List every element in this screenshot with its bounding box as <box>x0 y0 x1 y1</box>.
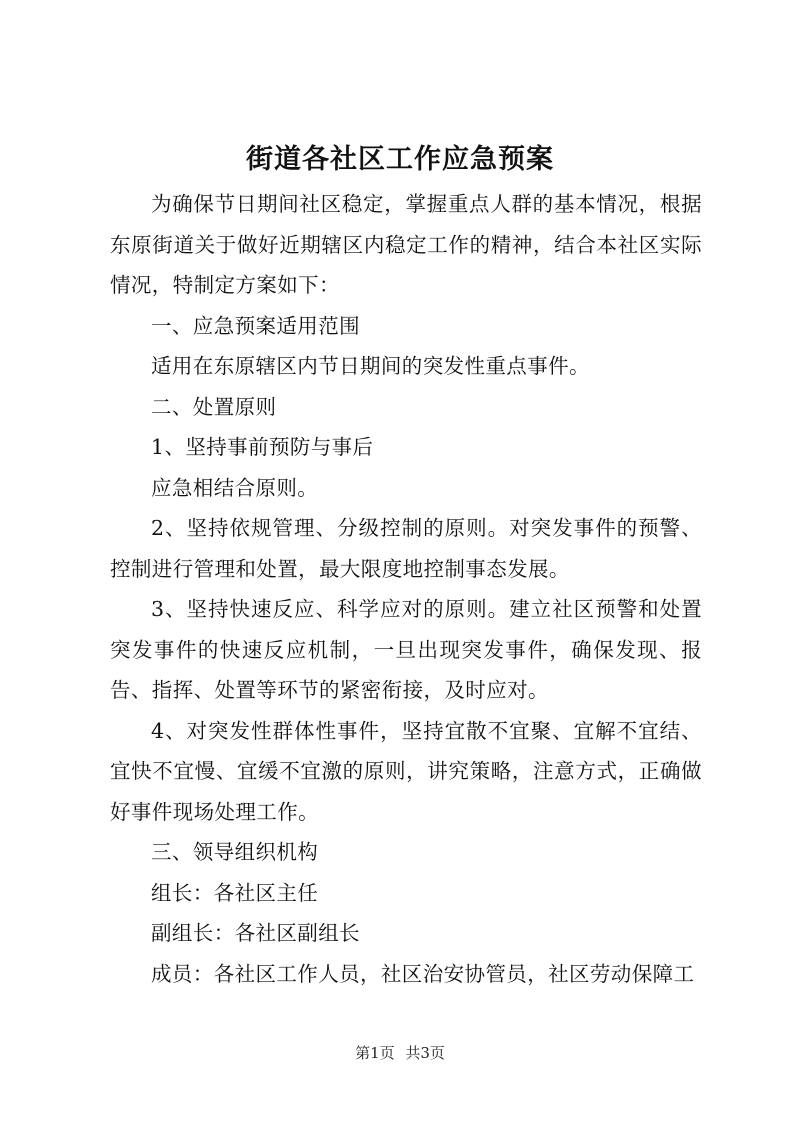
org-members: 成员：各社区工作人员，社区治安协管员，社区劳动保障工 <box>151 961 695 986</box>
document-body <box>110 184 702 994</box>
paragraph-intro: 为确保节日期间社区稳定，掌握重点人群的基本情况，根据东原街道关于做好近期辖区内稳定工作的精神，结合本社区实际情况，特制定方案如下： <box>110 192 702 297</box>
org-leader: 组长：各社区主任 <box>151 880 319 905</box>
principle-3: 3、坚持快速反应、科学应对的原则。建立社区预警和处置突发事件的快速反应机制，一旦出现突发事件，确保发现、报告、指挥、处置等环节的紧密衔接，及时应对。 <box>110 597 702 702</box>
page-number: 第1页 <box>355 1044 395 1062</box>
principle-1-part-2: 应急相结合原则。 <box>151 475 319 500</box>
section-heading-scope: 一、应急预案适用范围 <box>151 313 360 338</box>
org-deputy-leader: 副组长：各社区副组长 <box>151 921 360 945</box>
paragraph-scope: 适用在东原辖区内节日期间的突发性重点事件。 <box>151 354 590 378</box>
principle-4: 4、对突发性群体性事件，坚持宜散不宜聚、宜解不宜结、宜快不宜慢、宜缓不宜激的原则，讲究策略，注意方式，正确做好事件现场处理工作。 <box>110 718 702 824</box>
section-heading-principles: 二、处置原则 <box>151 394 277 419</box>
page-total: 共3页 <box>405 1044 445 1062</box>
document-title: 街道各社区工作应急预案 <box>246 144 554 175</box>
page-footer <box>0 1043 800 1063</box>
principle-1-part-1: 1、坚持事前预防与事后 <box>151 435 374 459</box>
section-heading-organization: 三、领导组织机构 <box>151 840 319 864</box>
principle-2: 2、坚持依规管理、分级控制的原则。对突发事件的预警、控制进行管理和处置，最大限度地控制事态发展。 <box>110 516 702 581</box>
